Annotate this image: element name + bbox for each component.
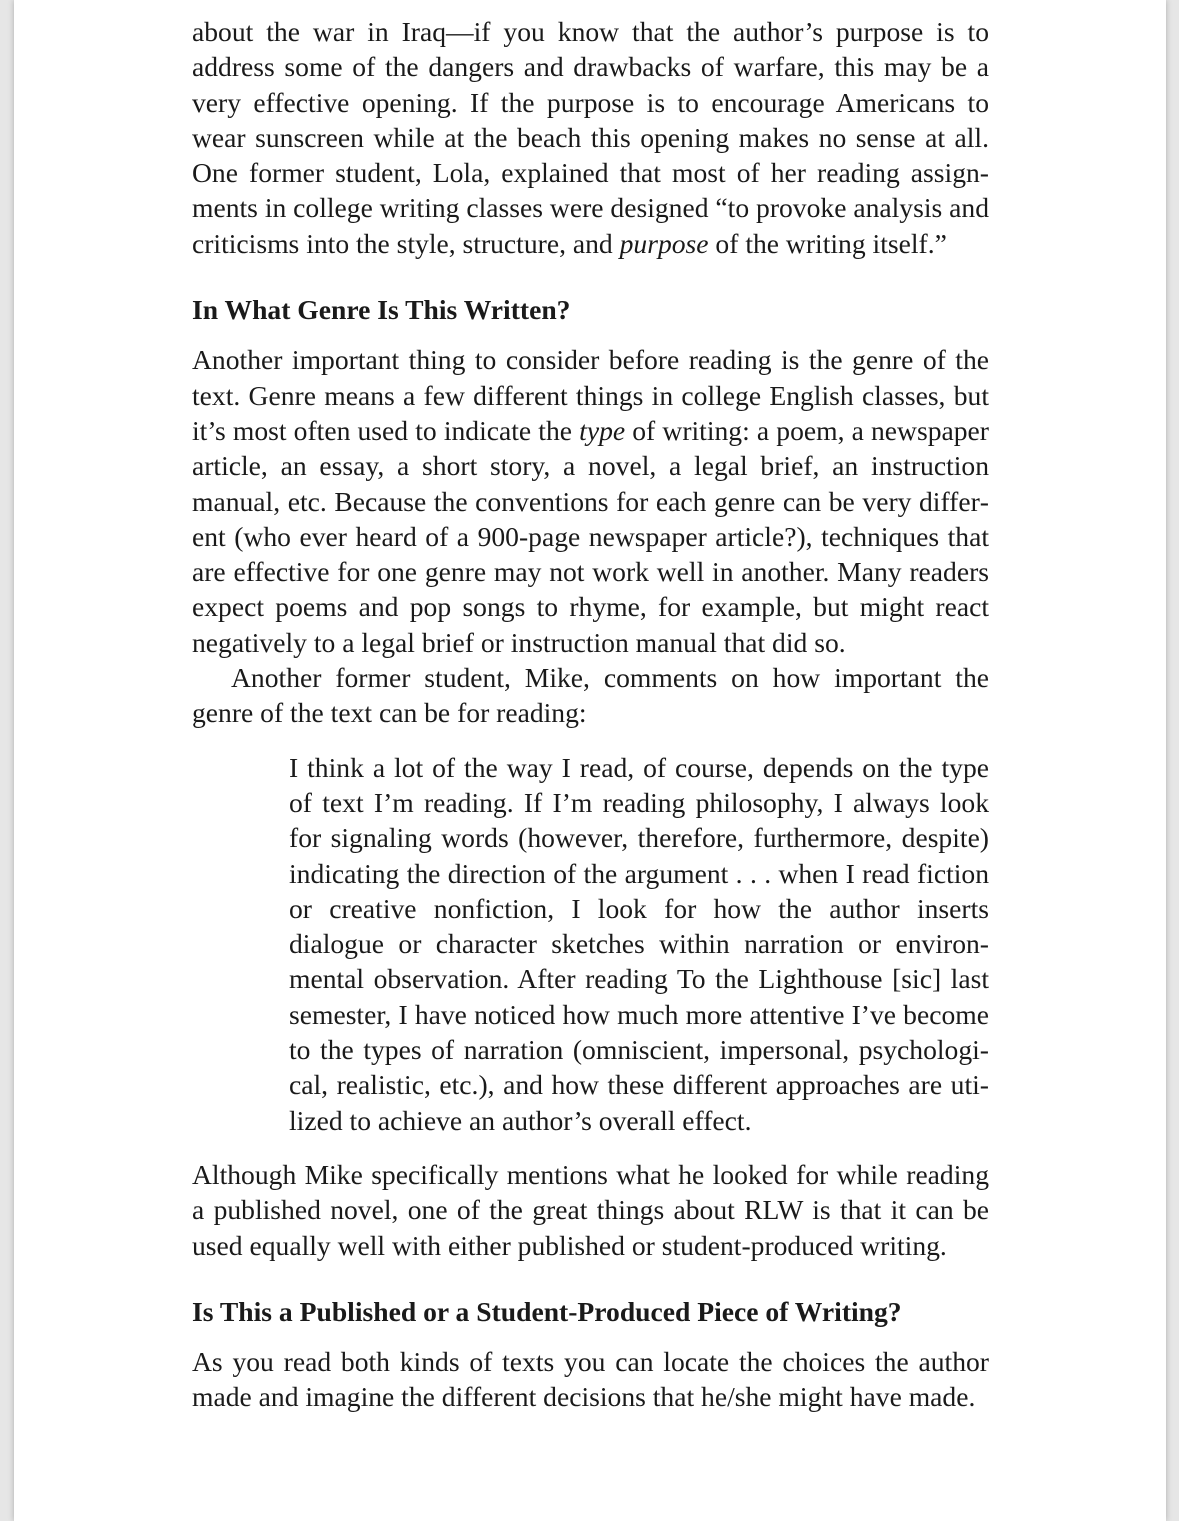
page-content — [192, 14, 989, 1415]
document-page — [14, 0, 1166, 1521]
emphasis-type: type — [579, 414, 626, 446]
paragraph-purpose-end: of the writing itself.” — [708, 227, 947, 259]
heading-published-or-student: Is This a Published or a Student-Produced Piece of Writing? — [192, 1295, 902, 1327]
block-quote-text: I think a lot of the way I read, of course, depends on the type of text I’m reading. If I’m reading philosophy, I always look for signaling words (however, therefore, furthermore, despite) indicating the direction of the argument . . . when I read fiction or creative nonfiction, I look for how the author inserts dialogue or character sketches within narration or environmental observation. After reading To the Lighthouse [sic] last semester, I have noticed how much more attentive I’ve become to the types of narration (omniscient, impersonal, psychological, realistic, etc.), and how these different approaches are utilized to achieve an author’s overall effect. — [289, 751, 989, 1136]
paragraph-genre-text-b: of writing: a poem, a newspaper article, an essay, a short story, a novel, a legal brief, an instruction manual, etc. Because the conventions for each genre can be very different (who ever heard of a 900-page newspaper article?), techniques that are effective for one genre may not work well in another. Many readers expect poems and pop songs to rhyme, for example, but might react negatively to a legal brief or instruction manual that did so. — [192, 414, 989, 658]
heading-genre: In What Genre Is This Written? — [192, 294, 571, 326]
paragraph-rlw: Although Mike specifically mentions what he looked for while reading a published novel, one of the great things about RLW is that it can be used equally well with either published or student-produced writing. — [192, 1158, 989, 1261]
emphasis-purpose: purpose — [619, 227, 709, 259]
paragraph-choices: As you read both kinds of texts you can locate the choices the author made and imagine the different decisions that he/she might have made. — [192, 1346, 989, 1413]
paragraph-mike-intro: Another former student, Mike, comments on how important the genre of the text can be for reading: — [192, 662, 989, 729]
paragraph-purpose — [192, 14, 989, 261]
paragraph-genre — [192, 342, 989, 660]
paragraph-genre-text-a: Another important thing to consider before reading is the genre of the text. Genre means a few different things in college English classes, but it’s most often used to indicate the — [192, 344, 989, 446]
block-quote-mike — [289, 750, 989, 1138]
paragraph-purpose-text: about the war in Iraq—if you know that the author’s purpose is to address some of the dangers and drawbacks of warfare, this may be a very effective opening. If the purpose is to encourage Americans to wear sunscreen while at the beach this opening makes no sense at all. One former student, Lola, explained that most of her reading assignments in college writing classes were designed “to provoke analysis and criticisms into the style, structure, and — [192, 16, 989, 259]
